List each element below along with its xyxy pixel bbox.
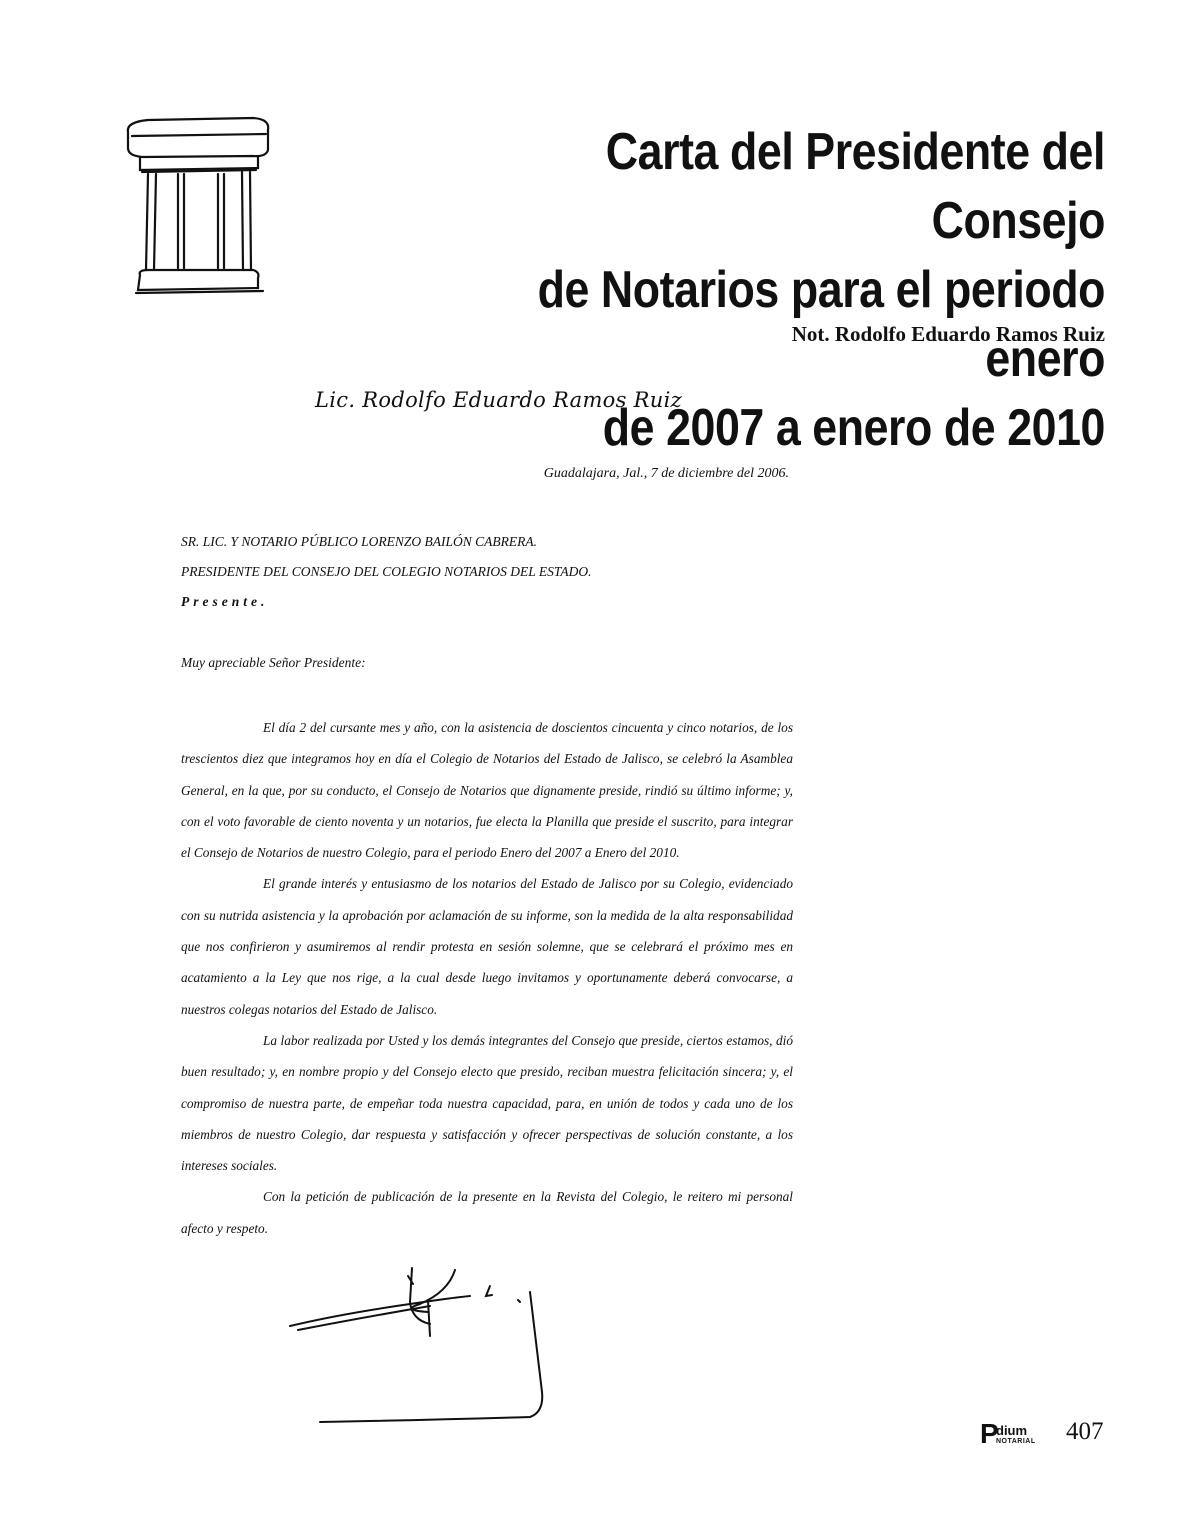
- page-number: 407: [1066, 1418, 1104, 1445]
- letter-paragraph-2: El grande interés y entusiasmo de los notarios del Estado de Jalisco por su Colegio, evidenciado con su nutrida asistencia y la aprobación por aclamación de su informe, son la medida de la alta responsabilidad que nos confirieron y asumiremos al rendir protesta en sesión solemne, que se celebrará el próximo mes en acatamiento a la Ley que nos rige, a la cual desde luego invitamos y oportunamente deberá convocarse, a nuestros colegas notarios del Estado de Jalisco.: [181, 876, 793, 1017]
- logo-dium: dium: [996, 1423, 1028, 1438]
- letter-date: Guadalajara, Jal., 7 de diciembre del 2006.: [543, 466, 789, 481]
- column-capital-icon: [118, 110, 278, 295]
- title-line-1: Carta del Presidente del Consejo: [605, 123, 1105, 250]
- letter-paragraph-3: La labor realizada por Usted y los demás integrantes del Consejo que preside, ciertos estamos, dió buen resultado; y, en nombre propio y del Consejo electo que presido, reciban muestra felicitación sincera; y, el compromiso de nuestra parte, de empeñar toda nuestra capacidad, para, en unión de todos y cada uno de los miembros de nuestro Colegio, dar respuesta y satisfacción y ofrecer perspectivas de solución constante, a los intereses sociales.: [181, 1032, 793, 1174]
- letter-body: [181, 712, 793, 1244]
- title-line-3: de 2007 a enero de 2010: [602, 399, 1105, 457]
- logo-letter-p: P: [980, 1418, 999, 1449]
- letter-paragraph-4: Con la petición de publicación de la presente en la Revista del Colegio, le reitero mi personal afecto y respeto.: [181, 1189, 793, 1236]
- logo-notarial: NOTARIAL: [996, 1438, 1036, 1445]
- letter-paragraph-1: El día 2 del cursante mes y año, con la asistencia de doscientos cincuenta y cinco notarios, de los trescientos diez que integramos hoy en día el Colegio de Notarios del Estado de Jalisco, se celebró la Asamblea General, en la que, por su conducto, el Consejo de Notarios que dignamente preside, rindió su último informe; y, con el voto favorable de ciento noventa y un notarios, fue electa la Planilla que preside el suscrito, para integrar el Consejo de Notarios de nuestro Colegio, para el periodo Enero del 2007 a Enero del 2010.: [181, 720, 793, 861]
- padium-notarial-logo: [980, 1418, 1036, 1450]
- addressee-line-2: PRESIDENTE DEL CONSEJO DEL COLEGIO NOTARIOS DEL ESTADO.: [181, 564, 592, 579]
- handwritten-signature: [280, 1262, 570, 1432]
- article-author: Not. Rodolfo Eduardo Ramos Ruiz: [791, 322, 1105, 346]
- addressee-line-1: SR. LIC. Y NOTARIO PÚBLICO LORENZO BAILÓN CABRERA.: [181, 534, 538, 549]
- letter-addressee: [181, 527, 592, 617]
- addressee-line-3: Presente.: [181, 594, 269, 609]
- letterhead-name: Lic. Rodolfo Eduardo Ramos Ruiz: [315, 388, 682, 412]
- letter-salutation: Muy apreciable Señor Presidente:: [181, 655, 366, 670]
- title-line-2: de Notarios para el periodo enero: [537, 261, 1105, 388]
